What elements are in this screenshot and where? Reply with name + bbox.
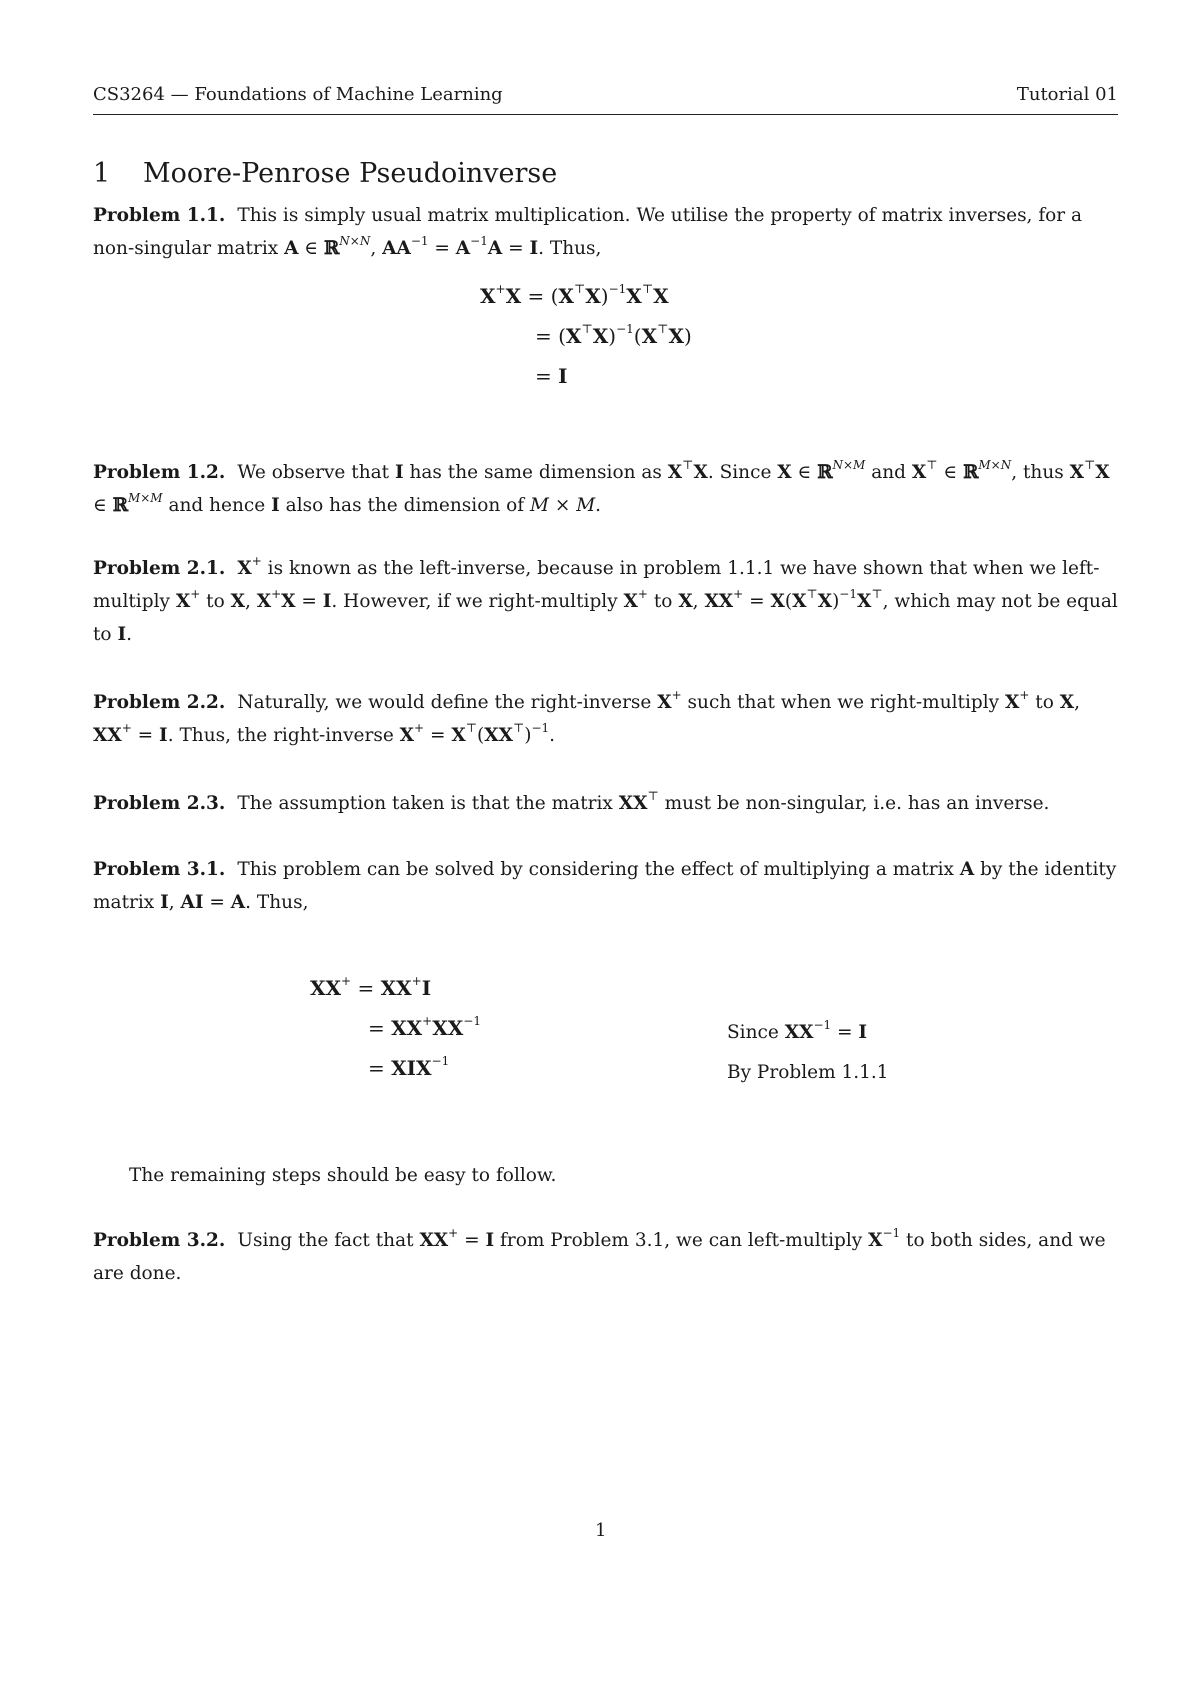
problem-3-2: Problem 3.2. Using the fact that XX+ = I from Problem 3.1, we can left-multiply $X^{-1}$ to both sides, and we are done. xyxy=(93,1225,1106,1284)
page-number: 1 xyxy=(595,1520,607,1541)
problem-label: Problem 3.2. xyxy=(93,1230,226,1251)
equation-3-1: XX+ = XX+I = $XX^+XX^{-1}$ = $XIX^{-1}$ xyxy=(310,974,481,1080)
problem-1-1: Problem 1.1. This is simply usual matrix multiplication. We utilise the property of matrix inverses, for a non-singular matrix A ∈ ℝ$^{N\times N}$, $AA^{-1} = A^{-1}A = I$. Thus, xyxy=(93,205,1083,259)
tutorial-label: Tutorial 01 xyxy=(1016,84,1118,105)
section-title: Moore-Penrose Pseudoinverse xyxy=(143,158,558,189)
problem-label: Problem 1.2. xyxy=(93,462,226,483)
problem-label: Problem 2.2. xyxy=(93,692,226,713)
section-heading xyxy=(93,158,557,189)
problem-label: Problem 3.1. xyxy=(93,859,226,880)
problem-2-2: Problem 2.2. Naturally, we would define the right-inverse X+ such that when we right-multiply X+ to X, XX+ = I. Thus, the right-inverse $X^+ = X^⊤(XX^⊤)^{-1}$. xyxy=(93,687,1081,746)
problem-label: Problem 1.1. xyxy=(93,205,226,226)
problem-3-1-followup: The remaining steps should be easy to follow. xyxy=(129,1165,557,1186)
problem-1-2: Problem 1.2. We observe that I has the same dimension as X⊤X. Since X ∈ ℝ$^{N\times M}$ and X⊤ ∈ ℝ$^{M\times N}$, thus X⊤X ∈ ℝ$^{M\times M}$ and hence I also has the dimension of M × M. xyxy=(93,457,1110,516)
problem-label: Problem 2.3. xyxy=(93,793,226,814)
section-number: 1 xyxy=(93,158,111,189)
problem-label: Problem 2.1. xyxy=(93,558,226,579)
equation-1-1: $X^+X = (X^⊤X)^{-1}X^⊤X$ = $(X^⊤X)^{-1}(X^⊤X)$ = I xyxy=(480,282,692,388)
justification-1: Since $XX^{-1} = I$ xyxy=(727,1017,868,1043)
problem-2-1: Problem 2.1. X+ is known as the left-inverse, because in problem 1.1.1 we have shown that when we left-multiply X+ to X, X+X = I. However, if we right-multiply X+ to X, $XX^+ = X(X^⊤X)^{-1}X^⊤$, which may not be equal to I. xyxy=(93,553,1118,645)
course-title: CS3264 — Foundations of Machine Learning xyxy=(93,84,503,105)
problem-2-3: Problem 2.3. The assumption taken is that the matrix XX⊤ must be non-singular, i.e. has an inverse. xyxy=(93,788,1050,814)
justification-2: By Problem 1.1.1 xyxy=(727,1062,889,1083)
running-header xyxy=(93,84,1118,115)
problem-3-1: Problem 3.1. This problem can be solved by considering the effect of multiplying a matrix A by the identity matrix I, AI = A. Thus, xyxy=(93,859,1117,913)
